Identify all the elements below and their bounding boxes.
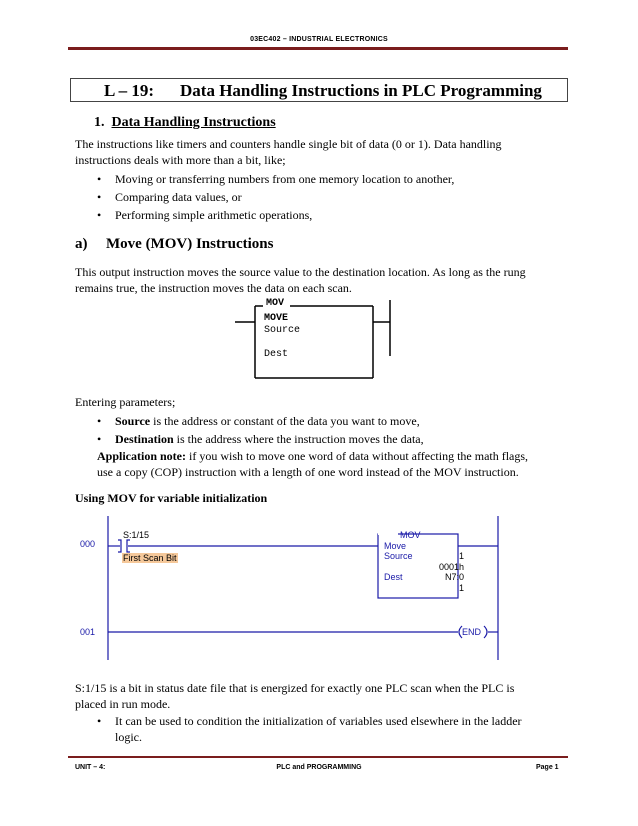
closing-line-1: S:1/15 is a bit in status date file that is energized for exactly one PLC scan when the PLC is <box>75 681 515 695</box>
closing-line-2: placed in run mode. <box>75 697 171 711</box>
list-item: • Performing simple arithmetic operations, <box>97 208 313 222</box>
mov-block-source: Source <box>264 325 301 336</box>
contact-address: S:1/15 <box>123 530 150 540</box>
bullet-icon: • <box>97 714 102 728</box>
ladder-source-label: Source <box>384 551 413 561</box>
intro-line-2: instructions deals with more than a bit, like; <box>75 153 286 167</box>
ladder-source-hex: 0001h <box>438 562 464 572</box>
ladder-dest-value: 1 <box>458 583 464 593</box>
list-item: • Moving or transferring numbers from one memory location to another, <box>97 172 455 186</box>
closing-bullet-line-2: logic. <box>115 730 142 744</box>
section-number: 1. <box>94 115 105 130</box>
list-item: • It can be used to condition the initialization of variables used elsewhere in the ladder <box>97 714 522 728</box>
bullet-icon: • <box>97 432 102 446</box>
section-heading <box>94 115 276 131</box>
rung-number-0: 000 <box>80 539 96 549</box>
bullet-icon: • <box>97 190 102 204</box>
contact-description: First Scan Bit <box>123 553 177 563</box>
footer-page: Page 1 <box>536 764 559 771</box>
mov-desc-line-2: remains true, the instruction moves the data on each scan. <box>75 281 352 295</box>
bullet-icon: • <box>97 414 102 428</box>
list-item: • Source is the address or constant of the data you want to move, <box>97 414 420 428</box>
ladder-mov-tag: MOV <box>400 530 421 540</box>
bullet-icon: • <box>97 172 102 186</box>
params-intro: Entering parameters; <box>75 395 176 409</box>
mov-block-tag: MOV <box>266 298 285 309</box>
rung-number-1: 001 <box>80 627 96 637</box>
ladder-end-label: END <box>462 627 482 637</box>
init-heading: Using MOV for variable initialization <box>75 491 268 505</box>
footer-rule <box>68 756 568 758</box>
mov-block-diagram <box>235 296 405 386</box>
ladder-dest-label: Dest <box>384 572 403 582</box>
mov-desc-line-1: This output instruction moves the source value to the destination location. As long as the rung <box>75 265 526 279</box>
subsection-title: Move (MOV) Instructions <box>106 236 274 252</box>
footer-unit: UNIT – 4: <box>75 764 106 771</box>
ladder-dest-address: N7:0 <box>444 572 464 582</box>
mov-block-dest: Dest <box>264 349 289 360</box>
page-header: 03EC402 – INDUSTRIAL ELECTRONICS <box>250 36 388 43</box>
mov-block-name: MOVE <box>264 313 289 324</box>
list-item: • Comparing data values, or <box>97 190 242 204</box>
application-note-line-2: use a copy (COP) instruction with a length of one word instead of the MOV instruction. <box>97 465 519 479</box>
footer-course: PLC and PROGRAMMING <box>276 764 362 771</box>
lecture-title: Data Handling Instructions in PLC Programming <box>180 81 542 100</box>
list-item: • Destination is the address where the instruction moves the data, <box>97 432 424 446</box>
subsection-label: a) <box>75 236 88 252</box>
bullet-icon: • <box>97 208 102 222</box>
ladder-move-label: Move <box>384 541 407 551</box>
application-note-line-1: Application note: if you wish to move one word of data without affecting the math flags, <box>97 449 529 463</box>
ladder-source-value: 1 <box>458 551 464 561</box>
header-rule <box>68 47 568 50</box>
lecture-number: L – 19: <box>104 81 155 100</box>
intro-line-1: The instructions like timers and counters handle single bit of data (0 or 1). Data handling <box>75 137 502 151</box>
section-title: Data Handling Instructions <box>111 115 276 130</box>
